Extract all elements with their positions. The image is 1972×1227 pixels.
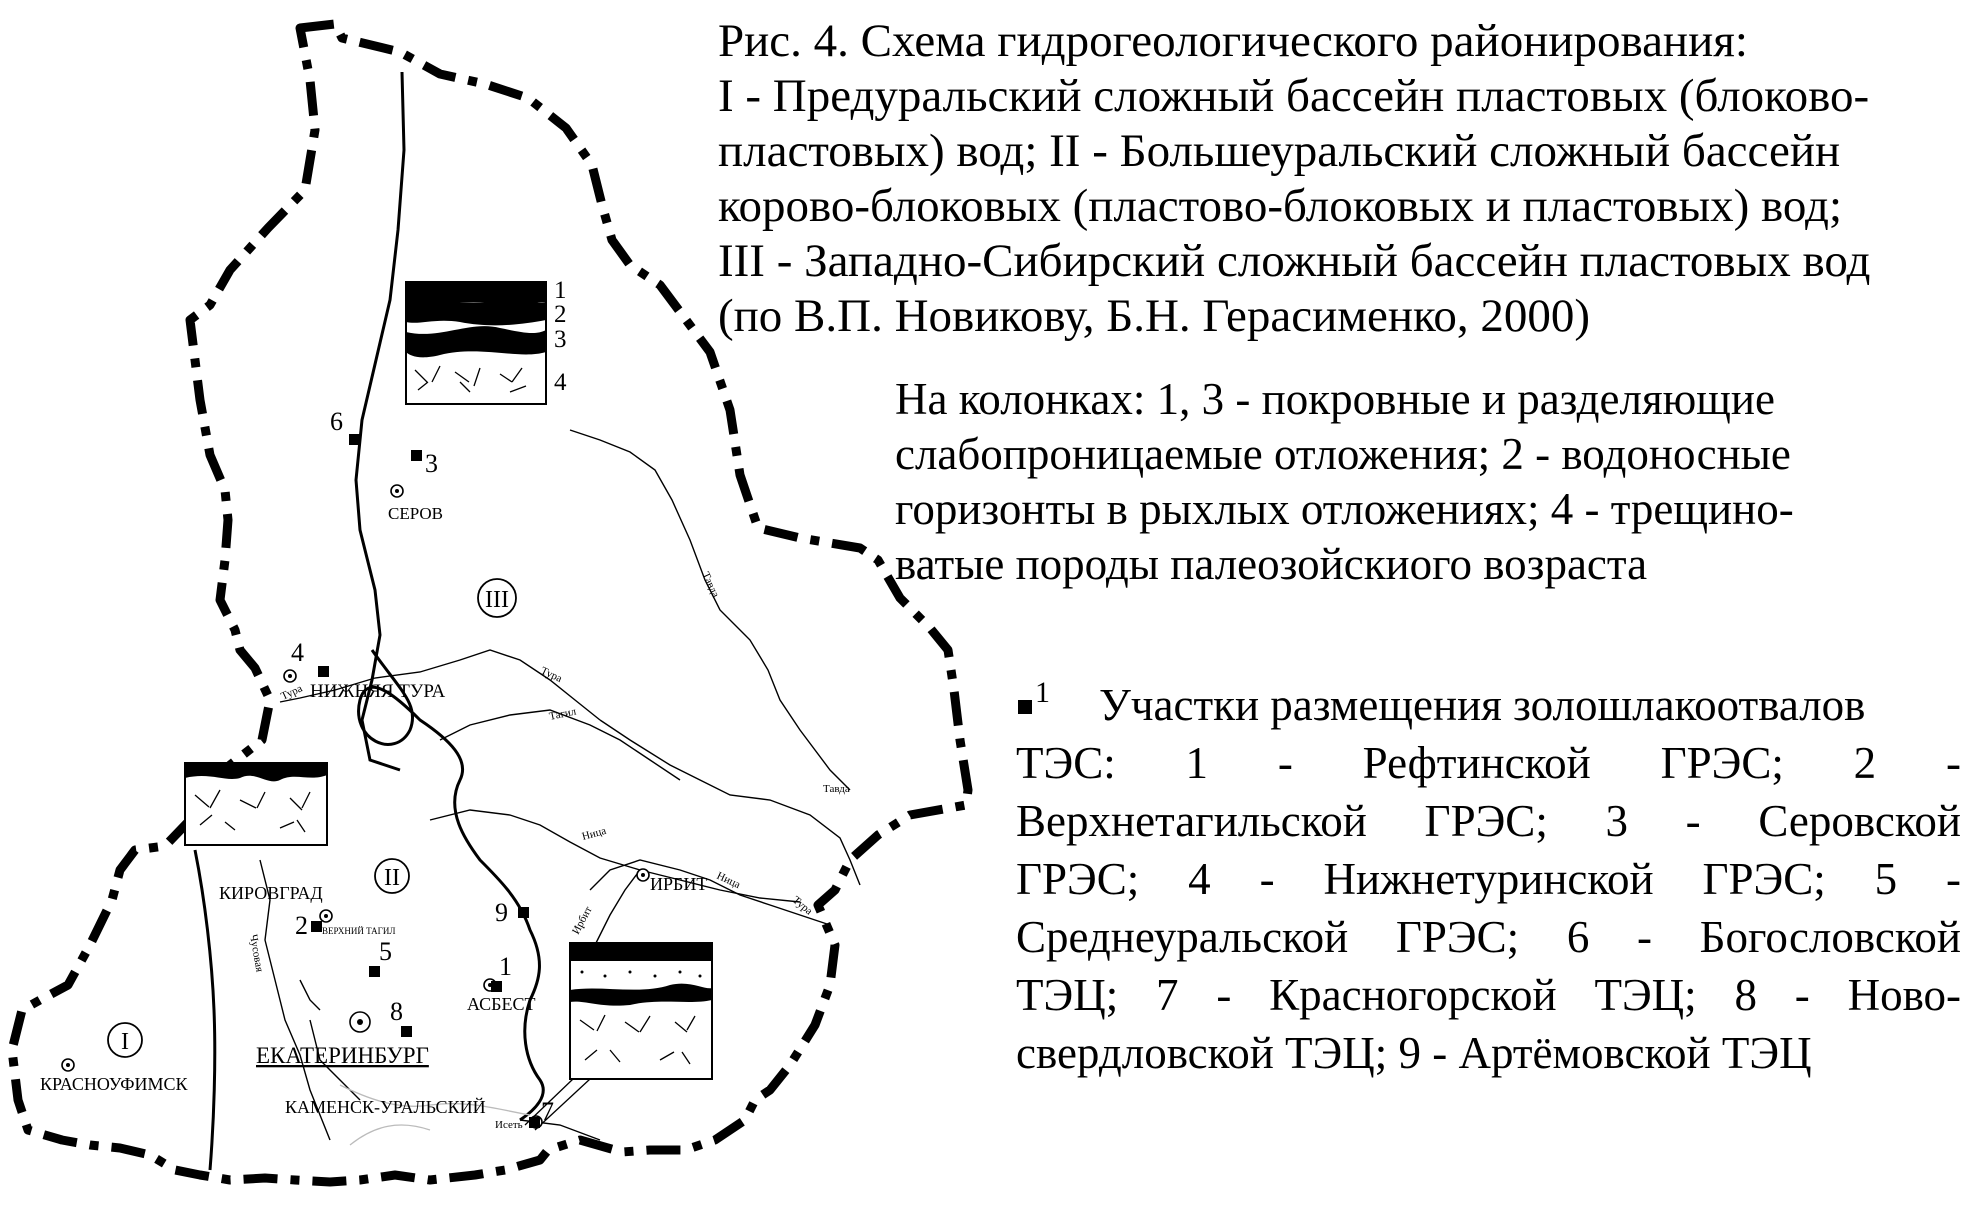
river-label-iset: Исеть <box>495 1119 523 1131</box>
site-marker-8 <box>401 1026 412 1037</box>
site-number-8: 8 <box>390 997 403 1026</box>
city-label-krasnoufimsk: КРАСНОУФИМСК <box>40 1074 188 1094</box>
region-label-II: II <box>384 865 400 891</box>
river-label-irbit: Ирбит <box>570 904 595 937</box>
river-label-tura-east: Тура <box>790 894 815 918</box>
caption-line: корово-блоковых (пластово-блоковых и пластовых) вод; <box>718 180 1843 232</box>
legend-line: Среднеуральской ГРЭС; 6 - Богословской <box>1016 912 1961 962</box>
columns-legend-note <box>895 372 1955 592</box>
caption-line: I - Предуральский сложный бассейн пластовых (блоково- <box>718 70 1870 122</box>
city-label-nizhnyaya-tura: НИЖНЯЯ ТУРА <box>310 681 446 702</box>
site-number-1: 1 <box>499 952 512 981</box>
legend-line: ТЭЦ; 7 - Красногорской ТЭЦ; 8 - Ново- <box>1016 970 1961 1020</box>
city-markers <box>62 485 649 1128</box>
column-number-4: 4 <box>554 369 567 396</box>
note-line: ватые породы палеозойскиого возраста <box>895 539 1648 589</box>
sites-legend <box>1016 676 1961 1082</box>
region-label-I: I <box>121 1029 129 1055</box>
city-label-ekaterinburg: ЕКАТЕРИНБУРГ <box>256 1043 429 1068</box>
caption-line: Рис. 4. Схема гидрогеологического районирования: <box>718 15 1748 67</box>
city-label-asbest: АСБЕСТ <box>467 994 536 1014</box>
river-label-chusovaya: Чусовая <box>247 933 266 973</box>
site-number-2: 2 <box>295 911 308 940</box>
river-label-tura-mid: Тура <box>538 664 564 686</box>
river-label-tura-west: Тура <box>279 682 305 703</box>
city-label-irbit: ИРБИТ <box>650 874 708 894</box>
note-line: На колонках: 1, 3 - покровные и разделяющие <box>895 374 1775 424</box>
legend-line: Участки размещения золошлакоотвалов <box>1099 680 1866 730</box>
legend-line: Верхнетагильской ГРЭС; 3 - Серовской <box>1016 796 1961 846</box>
region-label-III: III <box>485 587 509 613</box>
rivers <box>260 430 860 1140</box>
column-numbers <box>554 277 567 396</box>
site-number-7: 7 <box>541 1097 554 1126</box>
site-markers <box>311 434 540 1128</box>
site-number-4: 4 <box>291 638 304 667</box>
legend-line: ГРЭС; 4 - Нижнетуринской ГРЭС; 5 - <box>1016 854 1961 904</box>
site-number-6: 6 <box>330 407 343 436</box>
site-marker-6 <box>349 434 360 445</box>
column-number-2: 2 <box>554 301 567 328</box>
geologic-column-3 <box>570 943 712 1079</box>
city-label-kirovgrad: КИРОВГРАД <box>219 883 323 903</box>
figure-caption <box>718 14 1963 344</box>
river-label-tagil: Тагил <box>548 705 578 723</box>
legend-line: ТЭС: 1 - Рефтинской ГРЭС; 2 - <box>1016 738 1961 788</box>
river-label-tavda-upper: Тавда <box>699 570 722 600</box>
site-marker-5 <box>369 966 380 977</box>
site-marker-2 <box>311 921 322 932</box>
column-number-1: 1 <box>554 277 567 304</box>
site-number-9: 9 <box>495 898 508 927</box>
note-line: слабопроницаемые отложения; 2 - водоносные <box>895 429 1791 479</box>
site-number-3: 3 <box>425 449 438 478</box>
site-marker-1 <box>491 981 502 992</box>
caption-line: пластовых) вод; II - Большеуральский сложный бассейн <box>718 125 1841 177</box>
basin-boundary-I-II <box>195 850 215 1170</box>
column-number-3: 3 <box>554 326 567 353</box>
geologic-column-2 <box>185 763 327 845</box>
site-marker-7 <box>529 1117 540 1128</box>
caption-line: III - Западно-Сибирский сложный бассейн пластовых вод <box>718 235 1871 287</box>
caption-line: (по В.П. Новикову, Б.Н. Герасименко, 2000) <box>718 290 1591 342</box>
geologic-column-1 <box>406 282 546 404</box>
site-legend-marker-number: 1 <box>1035 676 1050 709</box>
river-label-nitsa-1: Ница <box>580 824 608 843</box>
site-marker-4 <box>318 666 329 677</box>
site-number-5: 5 <box>379 937 392 966</box>
note-line: горизонты в рыхлых отложениях; 4 - трещино- <box>895 484 1794 534</box>
river-label-nitsa-2: Ница <box>714 869 743 892</box>
city-label-serov: СЕРОВ <box>388 504 444 523</box>
basin-boundary-III <box>356 72 404 770</box>
site-marker-9 <box>518 907 529 918</box>
legend-line: свердловской ТЭЦ; 9 - Артёмовской ТЭЦ <box>1016 1028 1812 1078</box>
site-marker-3 <box>411 450 422 461</box>
river-label-tavda-lower: Тавда <box>823 783 850 795</box>
city-label-kamensk-uralskiy: КАМЕНСК-УРАЛЬСКИЙ <box>285 1097 486 1117</box>
city-label-verkhniy-tagil: ВЕРХНИЙ ТАГИЛ <box>322 926 396 936</box>
